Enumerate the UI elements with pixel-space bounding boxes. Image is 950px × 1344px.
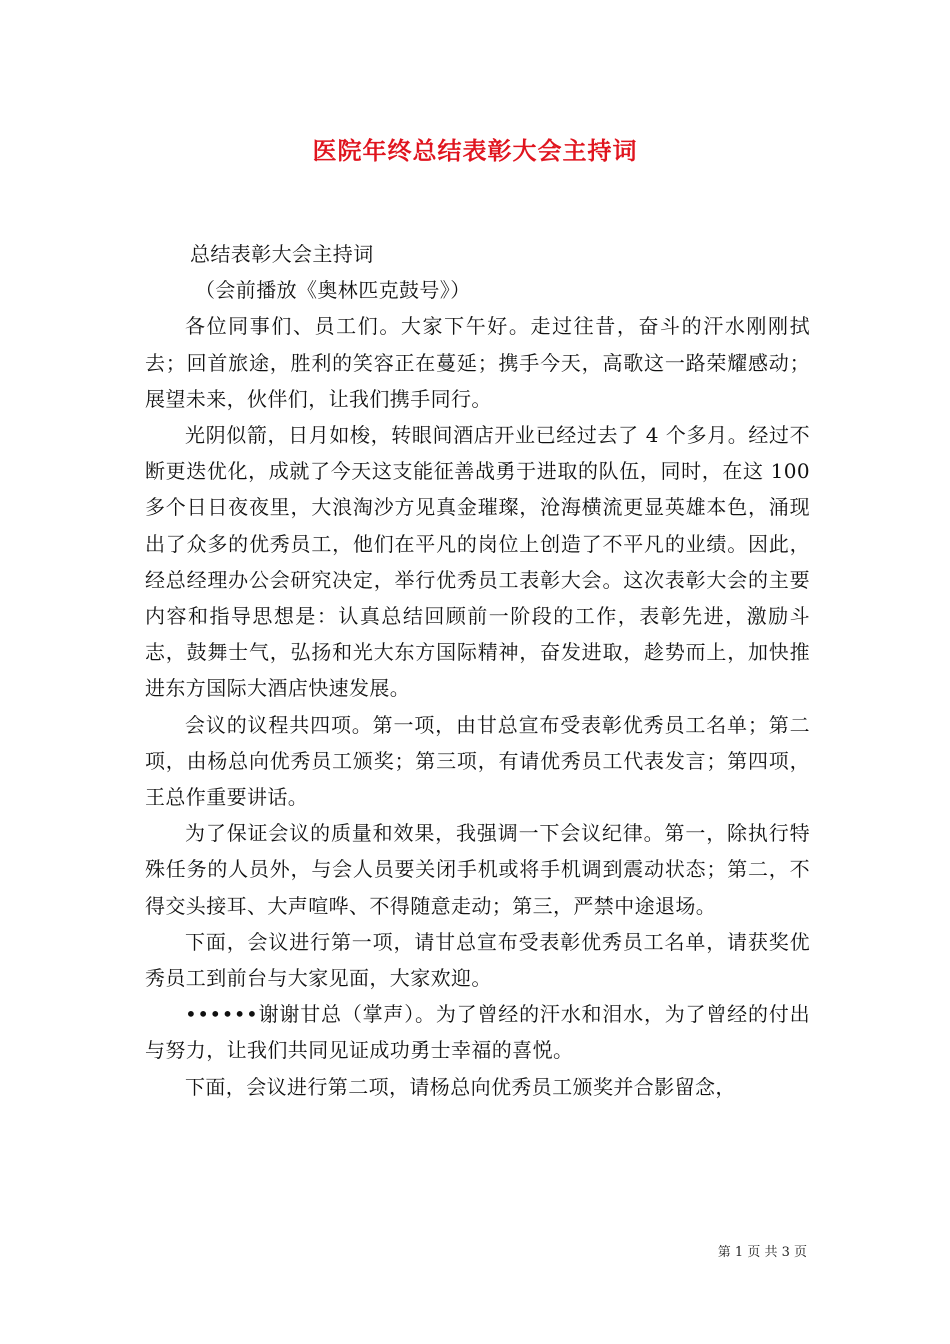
document-title: 医院年终总结表彰大会主持词: [312, 136, 638, 165]
paragraph-greeting: 各位同事们、员工们。大家下午好。走过往昔，奋斗的汗水刚刚拭去；回首旅途，胜利的笑容正在蔓延；携手今天，高歌这一路荣耀感动；展望未来，伙伴们，让我们携手同行。: [145, 314, 810, 411]
paragraph-thanks: ••••••谢谢甘总（掌声）。为了曾经的汗水和泪水，为了曾经的付出与努力，让我们共同见证成功勇士幸福的喜悦。: [145, 1002, 810, 1063]
paragraph-background: 光阴似箭，日月如梭，转眼间酒店开业已经过去了 4 个多月。经过不断更迭优化，成就了今天这支能征善战勇于进取的队伍，同时，在这 100 多个日日夜夜里，大浪淘沙方见真金璀璨，沧海横流更显英雄本色，涌现出了众多的优秀员工，他们在平凡的岗位上创造了不平凡的业绩。因此，经总经理办公会研究决定，举行优秀员工表彰大会。这次表彰大会的主要内容和指导思想是：认真总结回顾前一阶段的工作，表彰先进，激励斗志，鼓舞士气，弘扬和光大东方国际精神，奋发进取，趁势而上，加快推进东方国际大酒店快速发展。: [145, 423, 810, 701]
page-number: 第 1 页 共 3 页: [717, 1245, 807, 1260]
paragraph-subtitle: 总结表彰大会主持词: [190, 242, 374, 266]
paragraph-item-two: 下面，会议进行第二项，请杨总向优秀员工颁奖并合影留念，: [185, 1074, 736, 1099]
paragraph-item-one: 下面，会议进行第一项，请甘总宣布受表彰优秀员工名单，请获奖优秀员工到前台与大家见面，大家欢迎。: [145, 929, 810, 991]
paragraph-note: （会前播放《奥林匹克鼓号》）: [195, 278, 471, 303]
document-body: [145, 236, 810, 1105]
paragraph-discipline: 为了保证会议的质量和效果，我强调一下会议纪律。第一，除执行特殊任务的人员外，与会人员要关闭手机或将手机调到震动状态；第二，不得交头接耳、大声喧哗、不得随意走动；第三，严禁中途退场。: [145, 821, 810, 918]
paragraph-agenda: 会议的议程共四项。第一项，由甘总宣布受表彰优秀员工名单；第二项，由杨总向优秀员工颁奖；第三项，有请优秀员工代表发言；第四项，王总作重要讲话。: [145, 712, 810, 810]
